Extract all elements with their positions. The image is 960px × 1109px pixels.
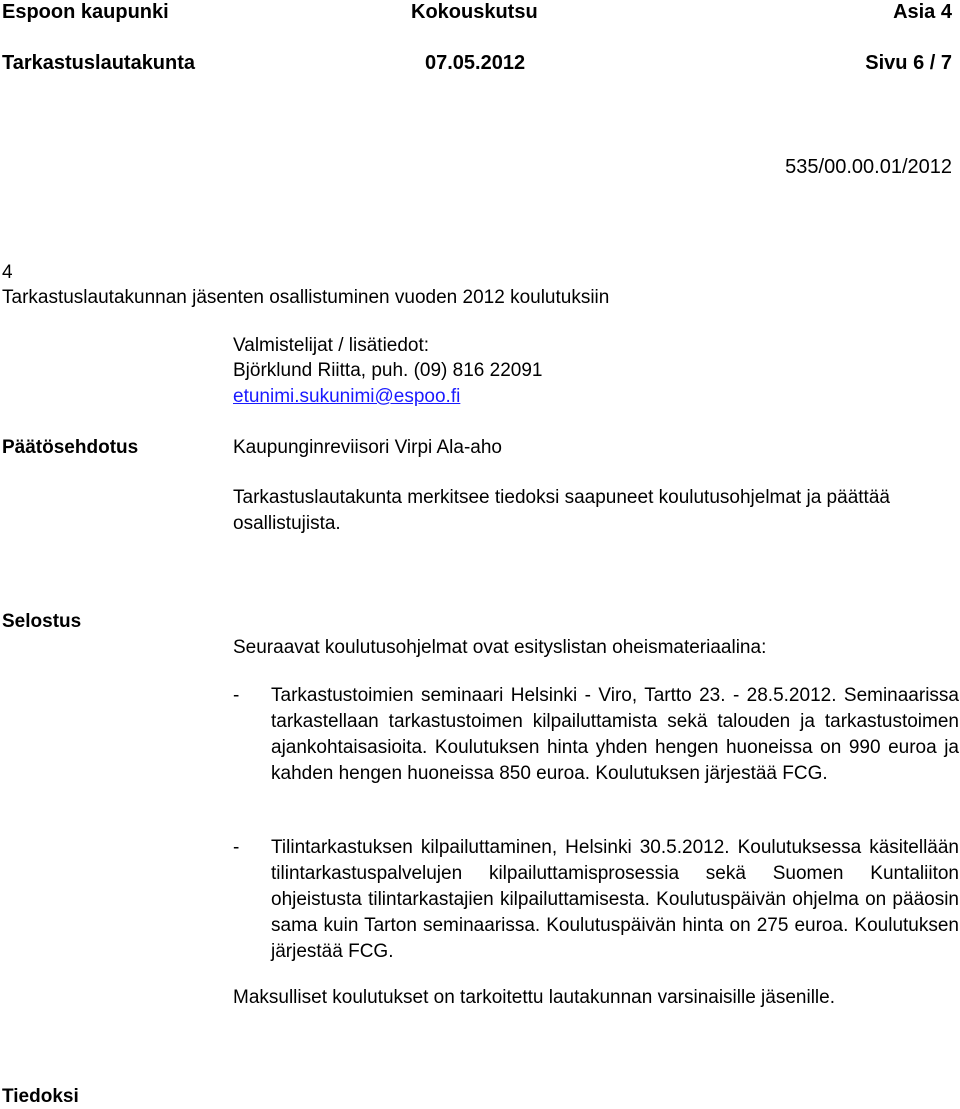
decision-text: Tarkastuslautakunta merkitsee tiedoksi saapuneet koulutusohjelmat ja päättää osallistujista. [233, 487, 890, 534]
meeting-date: 07.05.2012 [425, 52, 526, 74]
item-label: Asia 4 [893, 1, 952, 23]
preparer-email-link[interactable]: etunimi.sukunimi@espoo.fi [233, 386, 461, 407]
list-item [233, 835, 959, 965]
list-item-text: Tarkastustoimien seminaari Helsinki - Viro, Tartto 23. - 28.5.2012. Seminaarissa tarkastellaan tarkastustoimen kilpailuttamista sekä talouden ja tarkastustoimen ajankohtaisasioita. Koulutuksen hinta yhden hengen huoneissa on 990 euroa ja kahden hengen huoneissa 850 euroa. Koulutuksen järjestää FCG. [271, 685, 959, 784]
diary-number: 535/00.00.01/2012 [785, 156, 952, 178]
page-number: Sivu 6 / 7 [865, 52, 952, 74]
description-closing: Maksulliset koulutukset on tarkoitettu lautakunnan varsinaisille jäsenille. [233, 987, 835, 1008]
item-title: Tarkastuslautakunnan jäsenten osallistuminen vuoden 2012 koulutuksiin [2, 287, 610, 308]
description-label: Selostus [2, 611, 82, 632]
decision-presenter: Kaupunginreviisori Virpi Ala-aho [233, 437, 502, 458]
description-intro: Seuraavat koulutusohjelmat ovat esityslistan oheismateriaalina: [233, 637, 767, 658]
board-name: Tarkastuslautakunta [2, 52, 196, 74]
decision-label: Päätösehdotus [2, 437, 139, 458]
org-name: Espoon kaupunki [2, 1, 169, 23]
item-number: 4 [2, 262, 13, 283]
list-item-text: Tilintarkastuksen kilpailuttaminen, Helsinki 30.5.2012. Koulutuksessa käsitellään tilintarkastuspalvelujen kilpailuttamisprosessia sekä Suomen Kuntaliiton ohjeistusta tilintarkastajien kilpailuttamisesta. Koulutuspäivän ohjelma on pääosin sama kuin Tarton seminaarissa. Koulutuspäivän hinta on 275 euroa. Koulutuksen järjestää FCG. [271, 837, 959, 962]
preparer-contact: Björklund Riitta, puh. (09) 816 22091 [233, 360, 543, 381]
list-bullet: - [233, 837, 240, 858]
doc-type: Kokouskutsu [411, 1, 538, 23]
info-label: Tiedoksi [2, 1086, 79, 1107]
list-bullet: - [233, 685, 240, 706]
list-item [233, 683, 959, 787]
preparers-label: Valmistelijat / lisätiedot: [233, 335, 430, 356]
